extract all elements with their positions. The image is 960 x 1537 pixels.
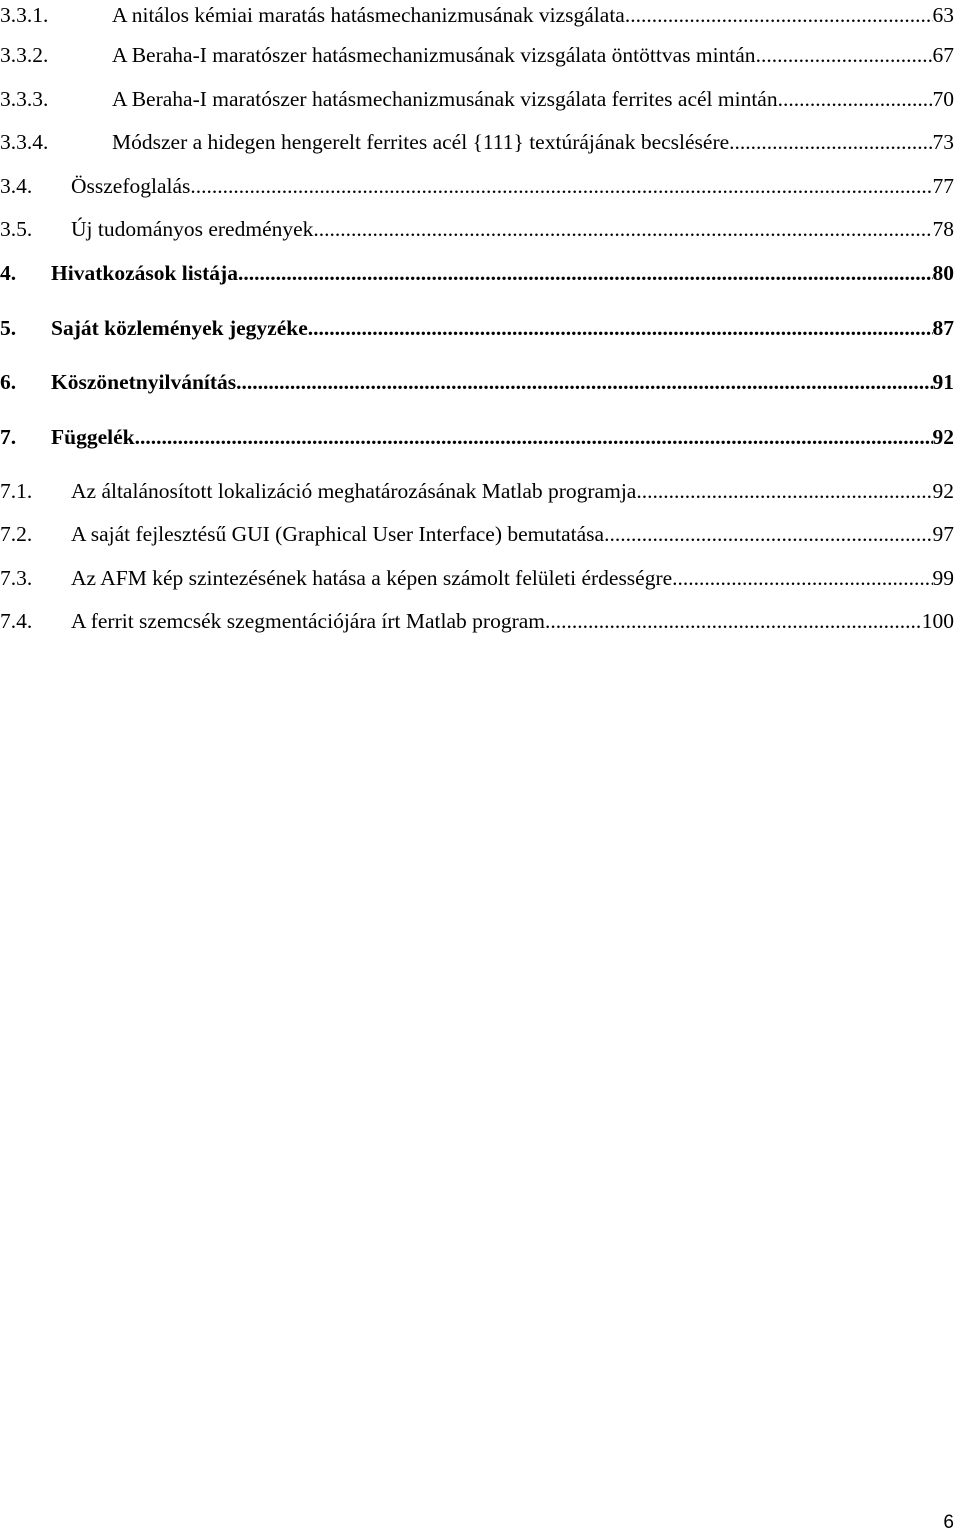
toc-entry-page: 77	[932, 174, 954, 198]
toc-leader-dots	[729, 127, 932, 157]
toc-leader-dots	[545, 606, 922, 636]
toc-entry-page: 80	[932, 261, 954, 285]
toc-entry[interactable]	[0, 84, 954, 114]
toc-entry-title: Függelék	[51, 425, 135, 449]
toc-leader-dots	[313, 214, 932, 244]
toc-entry-title: Hivatkozások listája	[51, 261, 238, 285]
toc-entry-page: 92	[932, 479, 954, 503]
toc-entry[interactable]	[0, 313, 954, 343]
toc-leader-dots	[672, 563, 932, 593]
toc-entry-number: 5.	[0, 316, 17, 340]
toc-entry-page: 67	[932, 43, 954, 67]
toc-entry[interactable]	[0, 40, 954, 70]
toc-leader-dots	[135, 422, 933, 452]
toc-leader-dots	[238, 258, 933, 288]
toc-entry-title: Saját közlemények jegyzéke	[51, 316, 308, 340]
toc-entry[interactable]	[0, 422, 954, 452]
toc-entry-title: A ferrit szemcsék szegmentációjára írt Matlab program	[71, 609, 545, 633]
toc-entry[interactable]	[0, 214, 954, 244]
toc-entry-number: 3.3.2.	[0, 43, 49, 67]
toc-entry[interactable]	[0, 127, 954, 157]
toc-entry-title: A saját fejlesztésű GUI (Graphical User Interface) bemutatása	[71, 522, 605, 546]
toc-entry-number: 3.3.4.	[0, 130, 49, 154]
toc-entry[interactable]	[0, 258, 954, 288]
toc-entry-number: 4.	[0, 261, 17, 285]
toc-entry-title: Az általánosított lokalizáció meghatározásának Matlab programja	[71, 479, 637, 503]
toc-leader-dots	[778, 84, 933, 114]
toc-leader-dots	[625, 0, 933, 30]
toc-entry-page: 92	[932, 425, 954, 449]
toc-entry[interactable]	[0, 476, 954, 506]
toc-entry-number: 7.4.	[0, 609, 33, 633]
toc-entry-page: 100	[921, 609, 954, 633]
toc-entry-number: 7.	[0, 425, 17, 449]
toc-leader-dots	[636, 476, 932, 506]
toc-entry-title: A nitálos kémiai maratás hatásmechanizmusának vizsgálata	[112, 3, 625, 27]
toc-leader-dots	[190, 171, 932, 201]
toc-entry-number: 3.4.	[0, 174, 33, 198]
toc-entry-number: 7.1.	[0, 479, 33, 503]
toc-leader-dots	[604, 519, 932, 549]
toc-entry-page: 73	[932, 130, 954, 154]
toc-entry-number: 7.3.	[0, 566, 33, 590]
toc-entry-page: 99	[932, 566, 954, 590]
toc-entry[interactable]	[0, 563, 954, 593]
toc-entry-number: 3.5.	[0, 217, 33, 241]
toc-entry-title: Új tudományos eredmények	[71, 217, 314, 241]
toc-entry-number: 3.3.1.	[0, 3, 49, 27]
toc-entry-page: 70	[932, 87, 954, 111]
page-number: 6	[943, 1512, 954, 1533]
toc-entry[interactable]	[0, 367, 954, 397]
toc-entry-page: 63	[932, 3, 954, 27]
toc-entry-title: Módszer a hidegen hengerelt ferrites acél {111} textúrájának becslésére	[112, 130, 730, 154]
toc-leader-dots	[756, 40, 933, 70]
toc-entry-page: 78	[932, 217, 954, 241]
toc-entry-page: 87	[932, 316, 954, 340]
toc-entry-title: A Beraha-I maratószer hatásmechanizmusának vizsgálata öntöttvas mintán	[112, 43, 756, 67]
toc-entry[interactable]	[0, 519, 954, 549]
toc-entry-number: 6.	[0, 370, 17, 394]
toc-entry[interactable]	[0, 0, 954, 30]
toc-entry[interactable]	[0, 606, 954, 636]
toc-entry-title: Köszönetnyilvánítás	[51, 370, 237, 394]
toc-entry[interactable]	[0, 171, 954, 201]
toc-entry-number: 7.2.	[0, 522, 33, 546]
toc-entry-number: 3.3.3.	[0, 87, 49, 111]
toc-entry-title: Összefoglalás	[71, 174, 191, 198]
toc-entry-page: 97	[932, 522, 954, 546]
toc-leader-dots	[308, 313, 933, 343]
toc-leader-dots	[236, 367, 932, 397]
toc-entry-page: 91	[932, 370, 954, 394]
toc-entry-title: Az AFM kép szintezésének hatása a képen számolt felületi érdességre	[71, 566, 673, 590]
toc-entry-title: A Beraha-I maratószer hatásmechanizmusának vizsgálata ferrites acél mintán	[112, 87, 778, 111]
